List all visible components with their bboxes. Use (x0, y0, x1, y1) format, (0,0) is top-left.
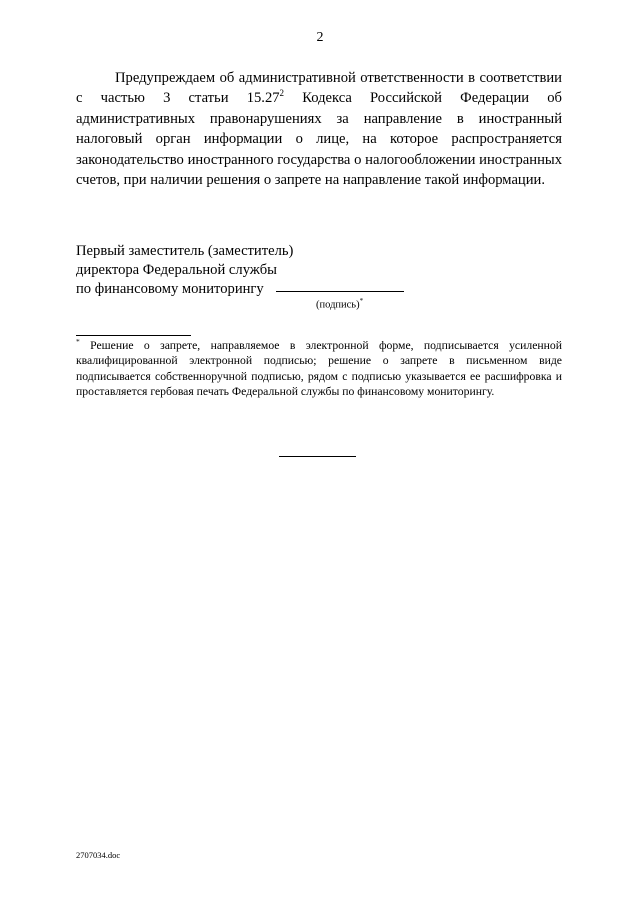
page-number: 2 (316, 30, 324, 45)
warning-text-part2: Кодекса Российской Федерации об административных правонарушениях за направление в иностранный налоговый орган информации о лице, на которое распространяется законодательство иностранного государства о налогообложении иностранных счетов, при наличии решения о запрете на направление такой информации. (76, 90, 562, 189)
footnote-text: Решение о запрете, направляемое в электронной форме, подписывается усиленной квалифицированной электронной подписью; решение о запрете в письменном виде подписывается собственноручной подписью, рядом с подписью указывается ее расшифровка и проставляется гербовая печать Федеральной службы по финансовому мониторингу. (76, 339, 562, 399)
footnote-mark: * (76, 337, 80, 347)
warning-paragraph (76, 68, 562, 190)
signatory-title-line2: директора Федеральной службы (76, 262, 277, 278)
signatory-title-line3: по финансовому мониторингу (76, 281, 264, 297)
footnote-separator (76, 335, 191, 336)
warning-text-part1: Предупреждаем об административной ответственности в соответствии с частью 3 статьи 15.27 (76, 70, 562, 107)
end-of-document-rule (279, 456, 356, 457)
document-code: 2707034.doc (76, 850, 121, 860)
signature-caption (316, 295, 363, 312)
signature-caption-mark: * (359, 297, 364, 305)
signature-line (276, 291, 404, 292)
footnote (76, 338, 562, 400)
signature-caption-text: (подпись) (316, 299, 360, 311)
signatory-title-line1: Первый заместитель (заместитель) (76, 243, 294, 259)
article-superscript: 2 (279, 88, 285, 99)
signature-block (76, 242, 416, 311)
